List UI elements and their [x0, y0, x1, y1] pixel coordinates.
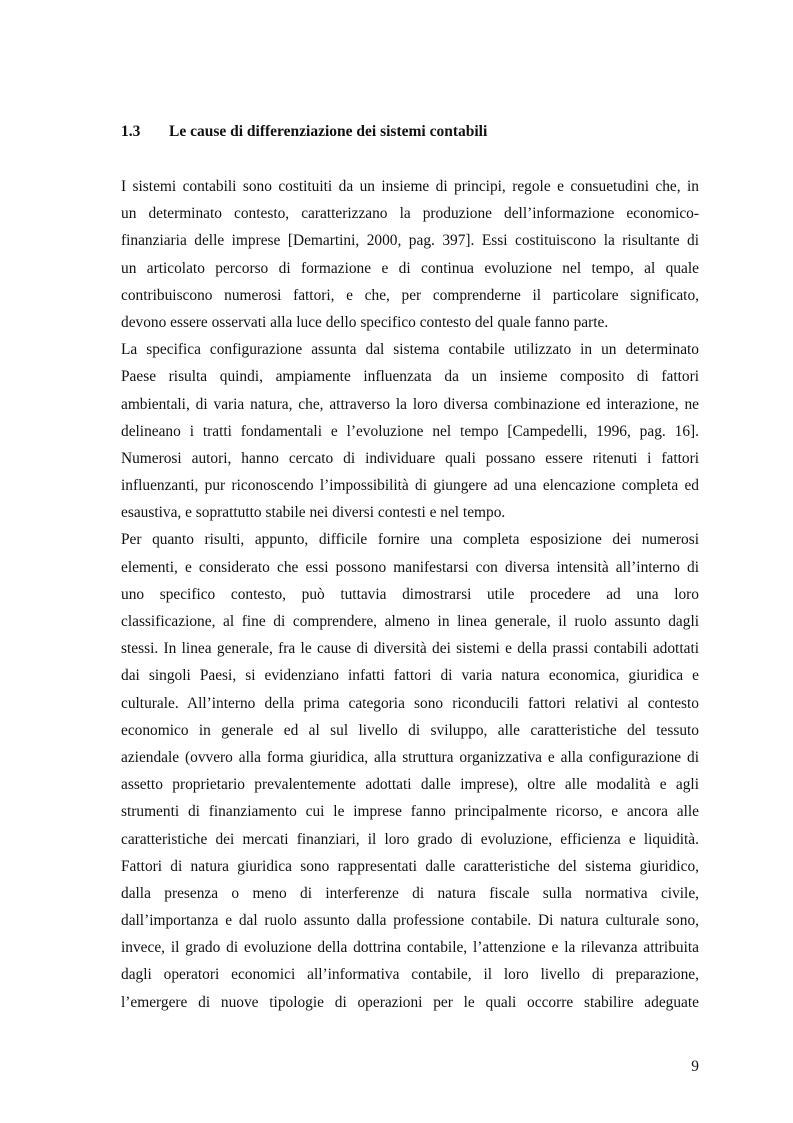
text-line: strumenti di finanziamento cui le imprese fanno principalmente ricorso, e ancora alle — [121, 803, 699, 821]
text-line: Numerosi autori, hanno cercato di individuare quali possano essere ritenuti i fattori — [121, 449, 699, 467]
text-line: dalla presenza o meno di interferenze di natura fiscale sulla normativa civile, — [121, 884, 699, 902]
text-line: invece, il grado di evoluzione della dottrina contabile, l’attenzione e la rilevanza attribuita — [121, 939, 699, 957]
text-line: I sistemi contabili sono costituiti da un insieme di principi, regole e consuetudini che, in — [121, 178, 699, 195]
text-line: aziendale (ovvero alla forma giuridica, alla struttura organizzativa e alla configurazione di — [121, 748, 699, 766]
text-line: classificazione, al fine di comprendere, almeno in linea generale, il ruolo assunto dagli — [121, 613, 699, 630]
section-heading — [121, 122, 487, 142]
text-line: Paese risulta quindi, ampiamente influenzata da un insieme composito di fattori — [121, 368, 699, 386]
text-line: dai singoli Paesi, si evidenziano infatti fattori di varia natura economica, giuridica e — [121, 667, 699, 685]
text-line: economico in generale ed al sul livello di sviluppo, alle caratteristiche del tessuto — [121, 721, 699, 739]
text-line: l’emergere di nuove tipologie di operazioni per le quali occorre stabilire adeguate — [121, 993, 699, 1011]
page-number: 9 — [691, 1058, 699, 1075]
text-line: dagli operatori economici all’informativa contabile, il loro livello di preparazione, — [121, 966, 699, 984]
text-line: un articolato percorso di formazione e di continua evoluzione nel tempo, al quale — [121, 259, 699, 277]
text-line: un determinato contesto, caratterizzano la produzione dell’informazione economico- — [121, 205, 699, 223]
text-line: elementi, e considerato che essi possono manifestarsi con diversa intensità all’interno di — [121, 558, 699, 576]
text-line: delineano i tratti fondamentali e l’evoluzione nel tempo [Campedelli, 1996, pag. 16]. — [121, 422, 699, 440]
section-number: 1.3 — [121, 123, 141, 140]
section-title: Le cause di differenziazione dei sistemi contabili — [169, 123, 488, 140]
text-line: La specifica configurazione assunta dal sistema contabile utilizzato in un determinato — [121, 341, 699, 359]
text-line: Fattori di natura giuridica sono rappresentati dalle caratteristiche del sistema giuridico, — [121, 857, 699, 875]
text-line: dall’importanza e dal ruolo assunto dalla professione contabile. Di natura culturale sono, — [121, 912, 699, 930]
text-line: ambientali, di varia natura, che, attraverso la loro diversa combinazione ed interazione, ne — [121, 395, 699, 413]
text-line: contribuiscono numerosi fattori, e che, per comprenderne il particolare significato, — [121, 286, 699, 304]
text-line: uno specifico contesto, può tuttavia dimostrarsi utile procedere ad una loro — [121, 585, 699, 603]
text-line: influenzanti, pur riconoscendo l’impossibilità di giungere ad una elencazione completa ed — [121, 477, 699, 495]
text-line: Per quanto risulti, appunto, difficile fornire una completa esposizione dei numerosi — [121, 531, 699, 549]
text-line: caratteristiche dei mercati finanziari, il loro grado di evoluzione, efficienza e liquidità. — [121, 830, 699, 848]
text-line: devono essere osservati alla luce dello specifico contesto del quale fanno parte. — [121, 313, 609, 331]
text-line: culturale. All’interno della prima categoria sono riconducili fattori relativi al contesto — [121, 694, 699, 712]
text-line: finanziaria delle imprese [Demartini, 2000, pag. 397]. Essi costituiscono la risultante di — [121, 232, 699, 250]
text-line: assetto proprietario prevalentemente adottati dalle imprese), oltre alle modalità e agli — [121, 776, 699, 794]
text-line: esaustiva, e soprattutto stabile nei diversi contesti e nel tempo. — [121, 504, 506, 522]
body-text — [121, 173, 699, 1016]
text-line: stessi. In linea generale, fra le cause di diversità dei sistemi e della prassi contabili adottati — [121, 640, 699, 658]
